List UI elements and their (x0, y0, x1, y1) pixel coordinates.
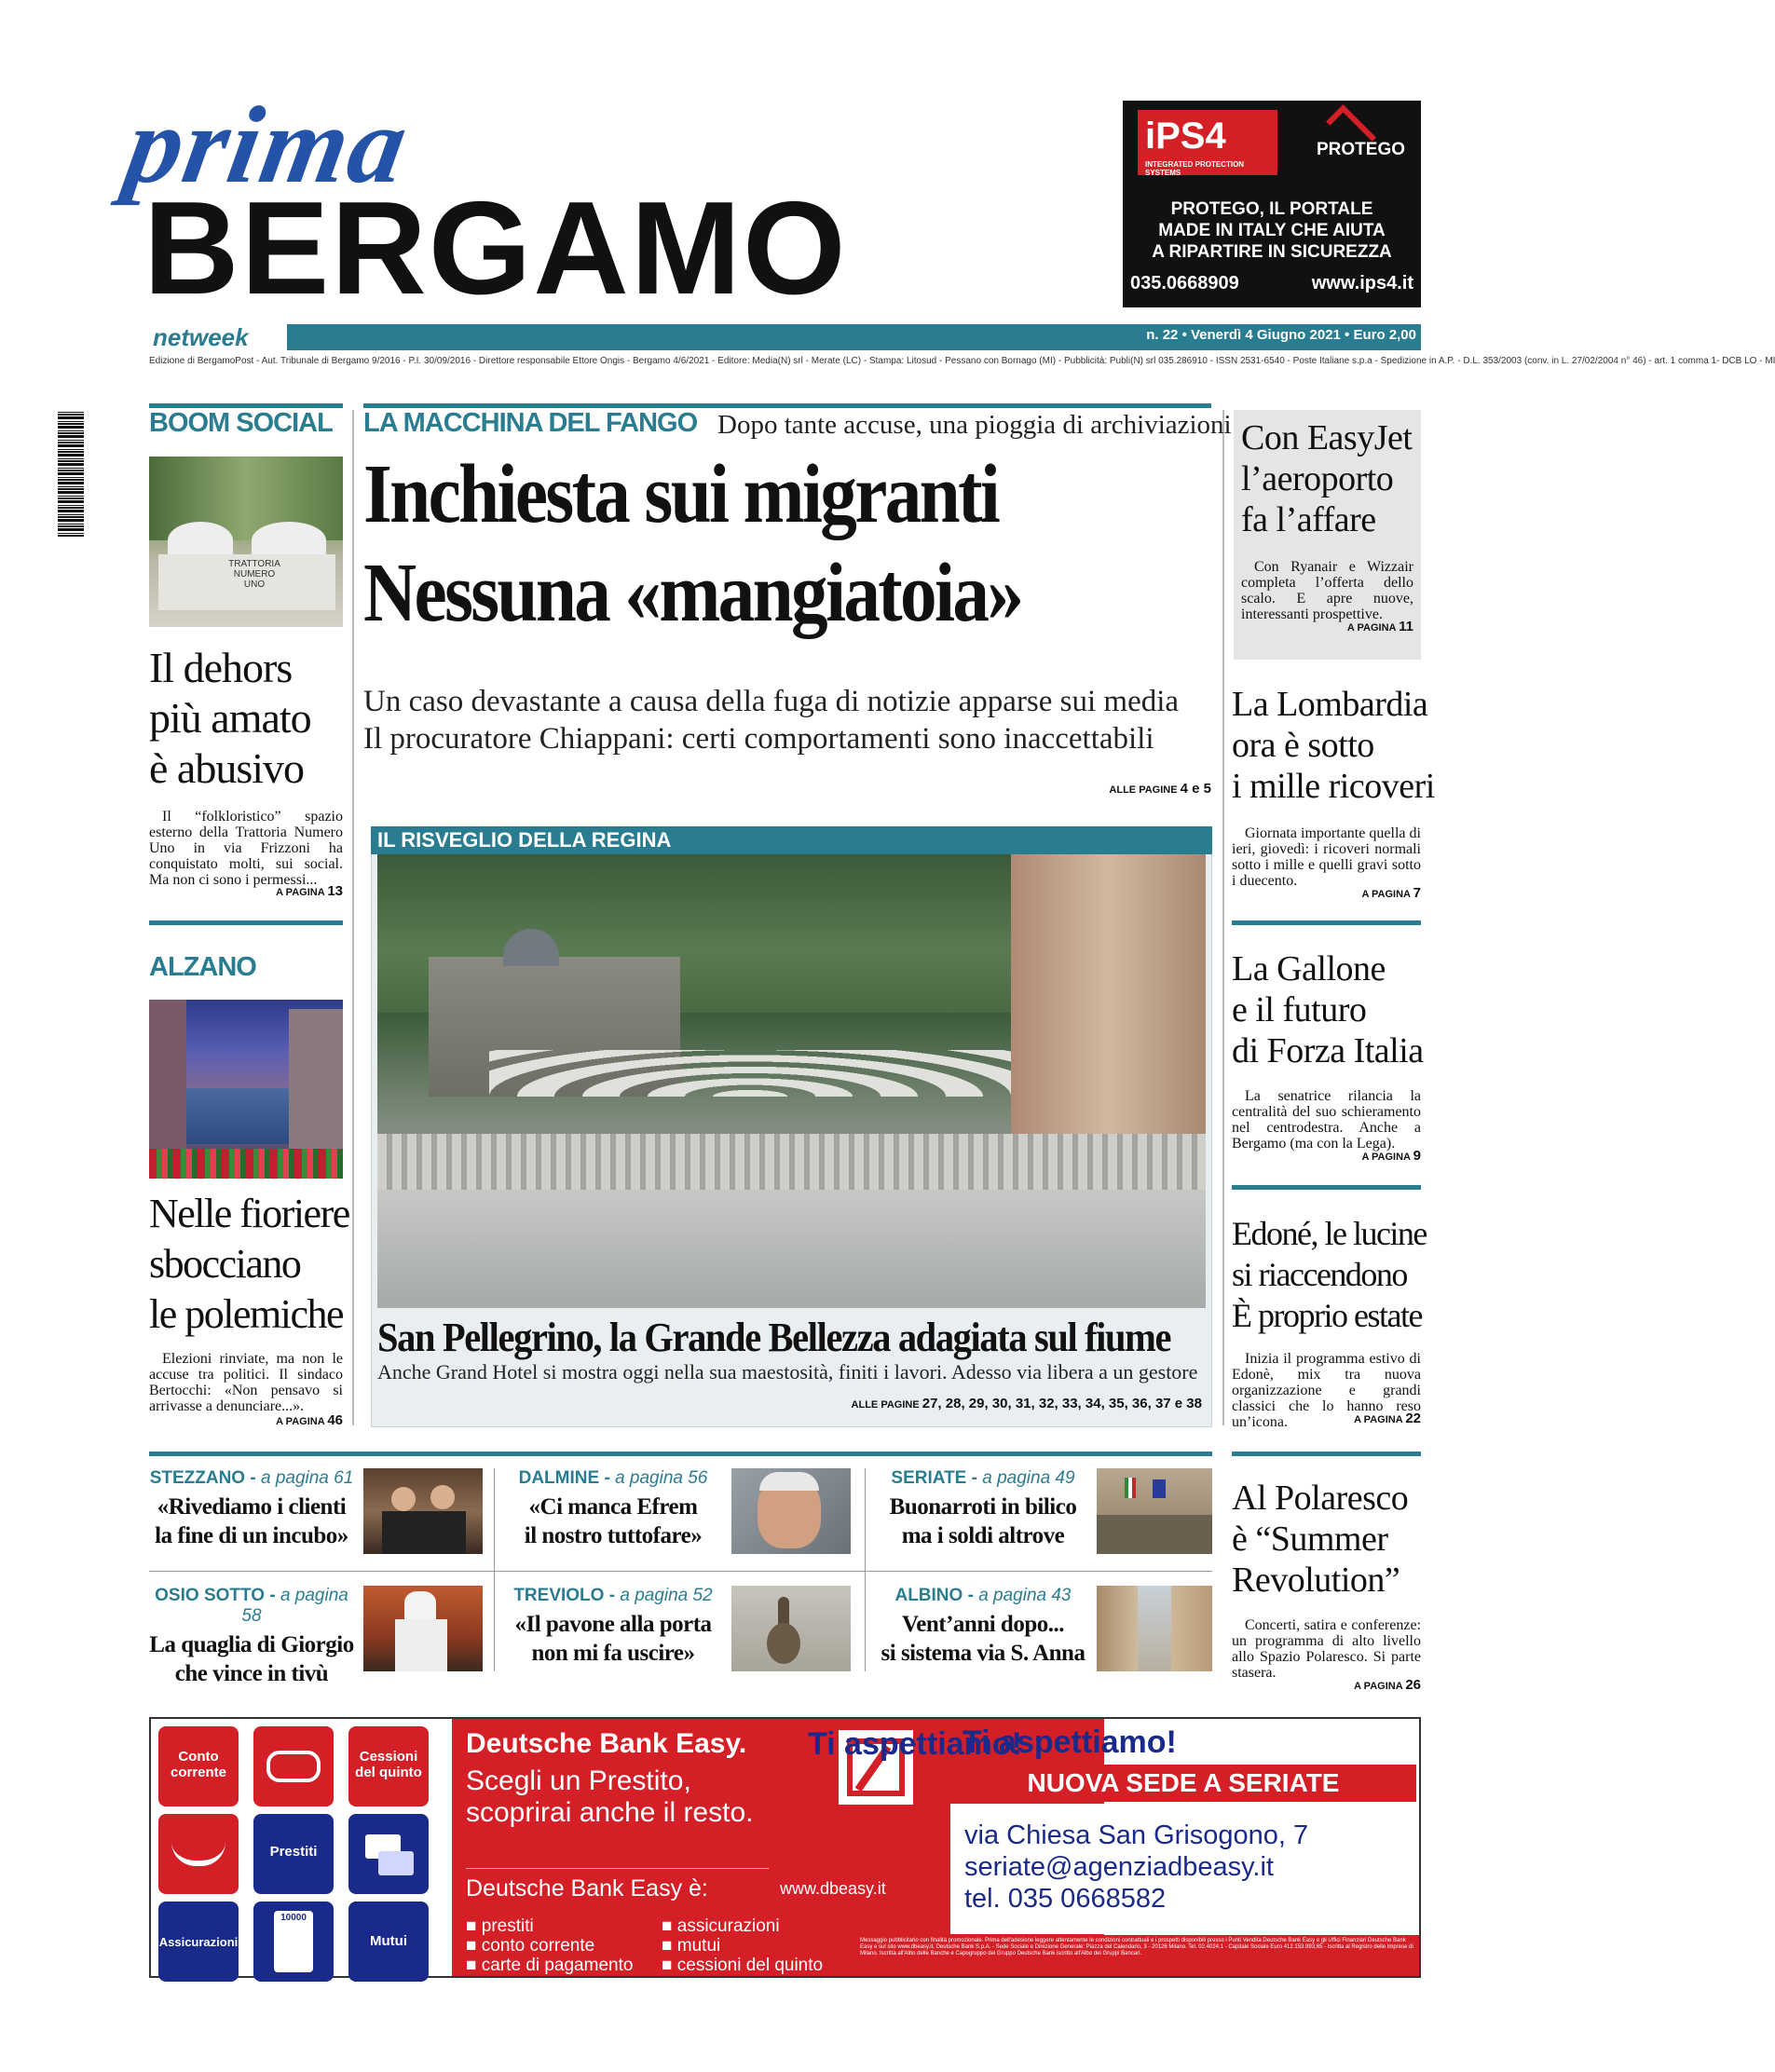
page-ref-label: ALLE PAGINE (1109, 784, 1178, 796)
photo-clothes (382, 1511, 466, 1554)
photo-umbrella (168, 522, 233, 559)
page-ref-label: A PAGINA (276, 887, 325, 898)
brief-title-line: «Ci manca Efrem (528, 1494, 698, 1520)
brief-photo-dalmine (731, 1468, 851, 1554)
ad-claim-line: A RIPARTIRE IN SICUREZZA (1152, 242, 1392, 262)
main-kicker-sub: Dopo tante accuse, una pioggia di archiviazioni (717, 410, 1232, 440)
page-ref (363, 781, 1211, 797)
photo-peacock-body (767, 1623, 800, 1664)
photo-terrace (377, 1190, 1206, 1308)
brief-treviolo[interactable] (511, 1586, 716, 1668)
section-kicker: BOOM SOCIAL (149, 408, 333, 438)
left-story-2-title[interactable] (149, 1189, 349, 1340)
brief-place: TREVIOLO (513, 1586, 605, 1605)
tile-prestiti: Prestiti (253, 1814, 334, 1894)
bank-list-item: ■ assicurazioni (662, 1916, 780, 1936)
section-kicker: ALZANO (149, 952, 256, 982)
ad-phone: 035.0668909 (1130, 273, 1239, 293)
page-ref (149, 883, 343, 899)
photo-hair (759, 1472, 819, 1491)
title-line: più amato (149, 694, 311, 742)
brief-photo-seriate (1097, 1468, 1212, 1554)
photo-umbrella (252, 522, 326, 559)
title-line: è “Summer (1232, 1520, 1388, 1559)
column-divider (1222, 410, 1224, 1425)
subheadline-line: Un caso devastante a causa della fuga di notizie apparse sui media (363, 685, 1180, 718)
page-ref (1232, 1677, 1421, 1693)
brief-title-line: non mi fa uscire» (531, 1641, 695, 1666)
column-divider (865, 1468, 866, 1671)
rule (149, 1571, 1212, 1572)
title-line: fa l’affare (1241, 500, 1376, 539)
brief-page: a pagina 56 (615, 1468, 708, 1488)
brief-title (149, 1630, 354, 1688)
page-ref-label: A PAGINA (1361, 1152, 1411, 1163)
page-ref (149, 1412, 343, 1428)
brief-place: SERIATE (891, 1468, 967, 1488)
column-divider (352, 410, 354, 1425)
feature-title[interactable]: San Pellegrino, la Grande Bellezza adagiata sul fiume (377, 1315, 1171, 1360)
brief-place: ALBINO (894, 1586, 963, 1605)
title-line: Il dehors (149, 644, 293, 691)
brief-page: a pagina 49 (982, 1468, 1075, 1488)
page-ref-number: 11 (1399, 619, 1413, 634)
photo-flowers (149, 1149, 343, 1179)
brief-kicker: TREVIOLO - a pagina 52 (513, 1586, 713, 1605)
left-story-1-title[interactable] (149, 643, 311, 794)
page-ref-label: A PAGINA (276, 1416, 325, 1427)
right-story-5-body: Concerti, satira e conferenze: un programma di alto livello allo Spazio Polaresco. Si parte stasera. (1232, 1617, 1421, 1681)
brief-title-line: «Rivediamo i clienti (157, 1494, 347, 1520)
brief-osio-sotto[interactable] (149, 1586, 354, 1688)
logo-bergamo: BERGAMO (143, 174, 848, 322)
bank-fine-print: Messaggio pubblicitario con finalità promozionale. Prima dell'adesione leggere attentamente le condizioni contrattuali e i prospetti disponibili presso i Punti Vendita Deutsche Bank Easy e gli Uffici Finanziari Deutsche Bank Easy e sul sito www.dbeasy.it. Deutsche Bank S.p.A. - Sede Sociale e Direzione Generale: Piazza del Calendario, 3 - 20126 Milano. Tel. 02.4024.1 - Capitale Sociale Euro 412.153.993,65 - Iscritta al Registro delle Imprese di Milano. Iscritta all'Albo delle Banche e Capogruppo del Gruppo Deutsche Bank iscritto all'Albo dei Gruppi Bancari. (857, 1935, 1419, 1976)
brief-dalmine[interactable] (511, 1468, 716, 1550)
bank-cta-bar-text: NUOVA SEDE A SERIATE (1027, 1768, 1340, 1797)
legal-line: Edizione di BergamoPost - Aut. Tribunale di Bergamo 9/2016 - P.I. 30/09/2016 - Direttore responsabile Ettore Ongis - Bergamo 4/6/2021 - Editore: Media(N) srl - Merate (LC) - Stampa: Litosud - Pessano con Bornago (MI) - Pubblicità: Publi(N) srl 035.286910 - ISSN 2531-6540 - Poste Italiane s.p.a - Spedizione in A.P. - D.L. 353/2003 (conv. in L. 27/02/2004 n° 46) - art. 1 comma 1- DCB LO - MI (149, 356, 1775, 366)
ad-claim-line: MADE IN ITALY CHE AIUTA (1158, 221, 1386, 240)
page-ref-number: 4 e 5 (1180, 781, 1211, 797)
feature-subtitle: Anche Grand Hotel si mostra oggi nella sua maestosità, finiti i lavori. Adesso via libera a un gestore (377, 1360, 1198, 1384)
brief-title (881, 1610, 1085, 1668)
brief-kicker: SERIATE - a pagina 49 (891, 1468, 1075, 1488)
brief-title (149, 1493, 354, 1550)
photo-person (391, 1487, 416, 1511)
bank-brand: Deutsche Bank Easy. (466, 1728, 747, 1759)
right-story-1-title[interactable] (1241, 417, 1412, 540)
brief-page: a pagina 58 (241, 1586, 348, 1626)
bank-list-item-label: carte di pagamento (481, 1956, 634, 1975)
bank-list-right (662, 1916, 823, 1975)
issue-info: n. 22 • Venerdì 4 Giugno 2021 • Euro 2,00 (1146, 327, 1416, 343)
tile-assicurazioni: Assicurazioni (158, 1902, 239, 1982)
rule (149, 1452, 1212, 1456)
right-story-3-body: La senatrice rilancia la centralità del suo schieramento nel centrodestra. Anche a Bergamo (ma con la Lega). (1232, 1088, 1421, 1152)
page-ref (1241, 619, 1413, 634)
barcode (58, 410, 84, 537)
bank-list-item-label: conto corrente (481, 1936, 595, 1956)
column-divider (494, 1468, 495, 1671)
bank-is-label: Deutsche Bank Easy è: (466, 1875, 708, 1902)
headline-line: Nessuna «mangiatoia» (363, 547, 1022, 639)
title-line: l’aeroporto (1241, 459, 1394, 498)
photo-sign-line: NUMERO (233, 569, 276, 579)
page-ref-number: 46 (327, 1412, 343, 1428)
photo-sign (222, 559, 287, 590)
bank-list-item-label: prestiti (481, 1916, 534, 1936)
bank-tel[interactable]: tel. 035 0668582 (964, 1884, 1167, 1914)
dehors-photo (149, 457, 343, 627)
photo-flag (1125, 1478, 1136, 1498)
divider (466, 1868, 769, 1869)
card-icon (378, 1851, 414, 1875)
photo-street (1138, 1586, 1171, 1671)
protego-logo: PROTEGO (1317, 140, 1406, 159)
bank-web[interactable]: www.dbeasy.it (780, 1879, 886, 1898)
page-ref-number: 13 (327, 883, 343, 899)
brief-title-line: la fine di un incubo» (155, 1523, 348, 1548)
brief-page: a pagina 61 (260, 1468, 354, 1488)
photo-sign-line: UNO (243, 579, 266, 590)
bank-list-item-label: mutui (676, 1936, 721, 1956)
page-ref-label: A PAGINA (1354, 1681, 1403, 1692)
bank-cta: Ti aspettiamo! (808, 1726, 1022, 1762)
main-subheadline (363, 683, 1179, 757)
brief-photo-stezzano (363, 1468, 483, 1554)
ad-web[interactable]: www.ips4.it (1311, 273, 1413, 293)
title-line: di Forza Italia (1232, 1031, 1424, 1070)
brief-title-line: Buonarroti in bilico (889, 1494, 1077, 1520)
page-ref (1232, 1411, 1421, 1426)
brief-title-line: che vince in tivù (174, 1661, 329, 1686)
ad-claim (1123, 198, 1421, 263)
page-ref-label: A PAGINA (1354, 1414, 1403, 1425)
bank-email[interactable]: seriate@agenziadbeasy.it (964, 1852, 1274, 1882)
page-ref-label: ALLE PAGINE (851, 1399, 920, 1411)
page-ref-number: 7 (1413, 885, 1421, 901)
brief-photo-albino (1097, 1586, 1212, 1671)
brief-place: DALMINE (518, 1468, 600, 1488)
tile-hammock (158, 1814, 239, 1894)
brief-albino[interactable] (881, 1586, 1085, 1668)
page-ref-number: 27, 28, 29, 30, 31, 32, 33, 34, 35, 36, 37 e 38 (922, 1396, 1202, 1411)
photo-chef-hat (404, 1591, 436, 1619)
right-story-4-body: Inizia il programma estivo di Edonè, mix tra nuova organizzazione e grandi classici che lo hanno reso un’icona. (1232, 1351, 1421, 1430)
tile-conto-corrente: Conto corrente (158, 1726, 239, 1806)
rule (149, 920, 343, 925)
page-ref-label: A PAGINA (1361, 889, 1411, 900)
ips4-brand-sub: INTEGRATED PROTECTION SYSTEMS (1145, 160, 1245, 177)
photo-chef-jacket (395, 1619, 447, 1671)
title-line: È proprio estate (1232, 1297, 1422, 1334)
brief-kicker: OSIO SOTTO - a pagina 58 (155, 1586, 348, 1626)
brief-place: STEZZANO (149, 1468, 246, 1488)
title-line: è abusivo (149, 744, 305, 792)
main-headline[interactable] (363, 445, 1021, 643)
title-line: si riaccendono (1232, 1256, 1407, 1293)
photo-person (430, 1485, 455, 1509)
photo-umbrellas (489, 1050, 1011, 1097)
bank-slogan (466, 1765, 753, 1829)
bank-street: via Chiesa San Grisogono, 7 (964, 1820, 1309, 1850)
title-line: le polemiche (149, 1291, 344, 1337)
bank-list-item-label: cessioni del quinto (676, 1956, 824, 1975)
slogan-line: Scegli un Prestito, (466, 1765, 691, 1796)
bank-list-item: ■ mutui (662, 1936, 721, 1956)
title-line: Revolution” (1232, 1561, 1400, 1600)
ips4-brand: iPS4 (1145, 116, 1226, 157)
brief-place: OSIO SOTTO (155, 1586, 266, 1605)
bank-list-left (466, 1916, 633, 1975)
ips4-logo (1138, 110, 1277, 175)
brief-kicker: STEZZANO - a pagina 61 (149, 1468, 354, 1488)
bank-list-item: ■ conto corrente (466, 1936, 595, 1956)
brief-title (881, 1493, 1085, 1550)
page-ref (377, 1396, 1202, 1411)
gamepad-icon (266, 1751, 321, 1782)
brief-page: a pagina 43 (978, 1586, 1072, 1605)
tile-cessioni-del-quinto: Cessioni del quinto (348, 1726, 429, 1806)
brief-photo-treviolo (731, 1586, 851, 1671)
photo-building (1097, 1515, 1212, 1554)
brief-seriate[interactable] (881, 1468, 1085, 1550)
right-story-1-body: Con Ryanair e Wizzair completa l’offerta dello scalo. E apre nuove, interessanti prospettive. (1241, 559, 1413, 622)
brief-page: a pagina 52 (620, 1586, 713, 1605)
page-ref-number: 9 (1413, 1148, 1421, 1164)
brief-title (511, 1610, 716, 1668)
headline-line: Inchiesta sui migranti (363, 448, 999, 540)
tile-cards (348, 1814, 429, 1894)
bank-list-item-label: assicurazioni (676, 1916, 780, 1936)
right-story-4-title[interactable] (1232, 1213, 1427, 1336)
ad-ips4[interactable] (1123, 101, 1421, 307)
spacer (943, 1719, 944, 1720)
right-story-3-title[interactable] (1232, 948, 1424, 1071)
logo-prima: prima (117, 84, 418, 206)
brief-kicker: DALMINE - a pagina 56 (518, 1468, 708, 1488)
brief-title-line: La quaglia di Giorgio (149, 1632, 354, 1657)
right-story-5-title[interactable] (1232, 1478, 1408, 1601)
page-ref-number: 22 (1405, 1411, 1421, 1426)
ad-claim-line: PROTEGO, IL PORTALE (1170, 199, 1373, 219)
left-story-2-body: Elezioni rinviate, ma non le accuse tra politici. Il sindaco Bertocchi: «Non pensavo si arrivasse a denunciare...». (149, 1351, 343, 1414)
photo-flag (1153, 1479, 1166, 1498)
title-line: i mille ricoveri (1232, 767, 1435, 806)
brief-title-line: Vent’anni dopo... (902, 1612, 1064, 1637)
title-line: Con EasyJet (1241, 418, 1413, 457)
rule (1232, 1185, 1421, 1190)
rule (1232, 1452, 1421, 1456)
right-story-2-title[interactable] (1232, 684, 1435, 807)
page-ref-number: 26 (1405, 1677, 1421, 1693)
subheadline-line: Il procuratore Chiappani: certi comportamenti sono inaccettabili (363, 722, 1154, 756)
title-line: Al Polaresco (1232, 1479, 1409, 1518)
brief-title-line: si sistema via S. Anna (881, 1641, 1085, 1666)
alzano-photo (149, 1000, 343, 1179)
brief-title (511, 1493, 716, 1550)
bank-address (964, 1820, 1308, 1915)
photo-canal (186, 1088, 289, 1144)
brief-title-line: il nostro tuttofare» (524, 1523, 703, 1548)
calculator-digits: 10000 (280, 1913, 307, 1923)
bank-list-item: ■ carte di pagamento (466, 1956, 634, 1975)
brief-photo-osio-sotto (363, 1586, 483, 1671)
rule (1232, 920, 1421, 925)
tile-mutui: Mutui (348, 1902, 429, 1982)
bank-cta-title: Ti aspettiamo! (963, 1724, 1177, 1760)
photo-balustrade (377, 1134, 1206, 1190)
slogan-line: scoprirai anche il resto. (466, 1797, 754, 1828)
brief-stezzano[interactable] (149, 1468, 354, 1550)
page-ref (1232, 1148, 1421, 1164)
left-story-1-body: Il “folkloristico” spazio esterno della Trattoria Numero Uno in via Frizzoni ha conquistato molti, sui social. Ma non ci sono i permessi... (149, 809, 343, 888)
page-ref-label: A PAGINA (1346, 622, 1397, 634)
title-line: La Gallone (1232, 949, 1386, 988)
hammock-icon (171, 1842, 225, 1866)
feature-kicker: IL RISVEGLIO DELLA REGINA (377, 828, 672, 852)
san-pellegrino-photo[interactable] (377, 854, 1206, 1308)
title-line: e il futuro (1232, 990, 1367, 1029)
brief-title-line: ma i soldi altrove (901, 1523, 1065, 1548)
bank-list-item: ■ prestiti (466, 1916, 534, 1936)
photo-sign-line: TRATTORIA (228, 559, 280, 569)
title-line: Edoné, le lucine (1232, 1215, 1427, 1252)
main-kicker: LA MACCHINA DEL FANGO (363, 408, 698, 438)
tile-calculator (253, 1902, 334, 1982)
tile-gamepad (253, 1726, 334, 1806)
title-line: ora è sotto (1232, 726, 1374, 765)
right-story-2-body: Giornata importante quella di ieri, giovedì: i ricoveri normali sotto i mille e quelli gravi sotto i duecento. (1232, 825, 1421, 889)
page-ref (1232, 885, 1421, 901)
bank-list-item: ■ cessioni del quinto (662, 1956, 824, 1975)
brief-title-line: «Il pavone alla porta (514, 1612, 712, 1637)
title-line: La Lombardia (1232, 685, 1428, 724)
brief-kicker: ALBINO - a pagina 43 (894, 1586, 1072, 1605)
title-line: Nelle fioriere (149, 1191, 349, 1236)
title-line: sbocciano (149, 1241, 301, 1287)
netweek-logo: netweek (149, 322, 287, 352)
